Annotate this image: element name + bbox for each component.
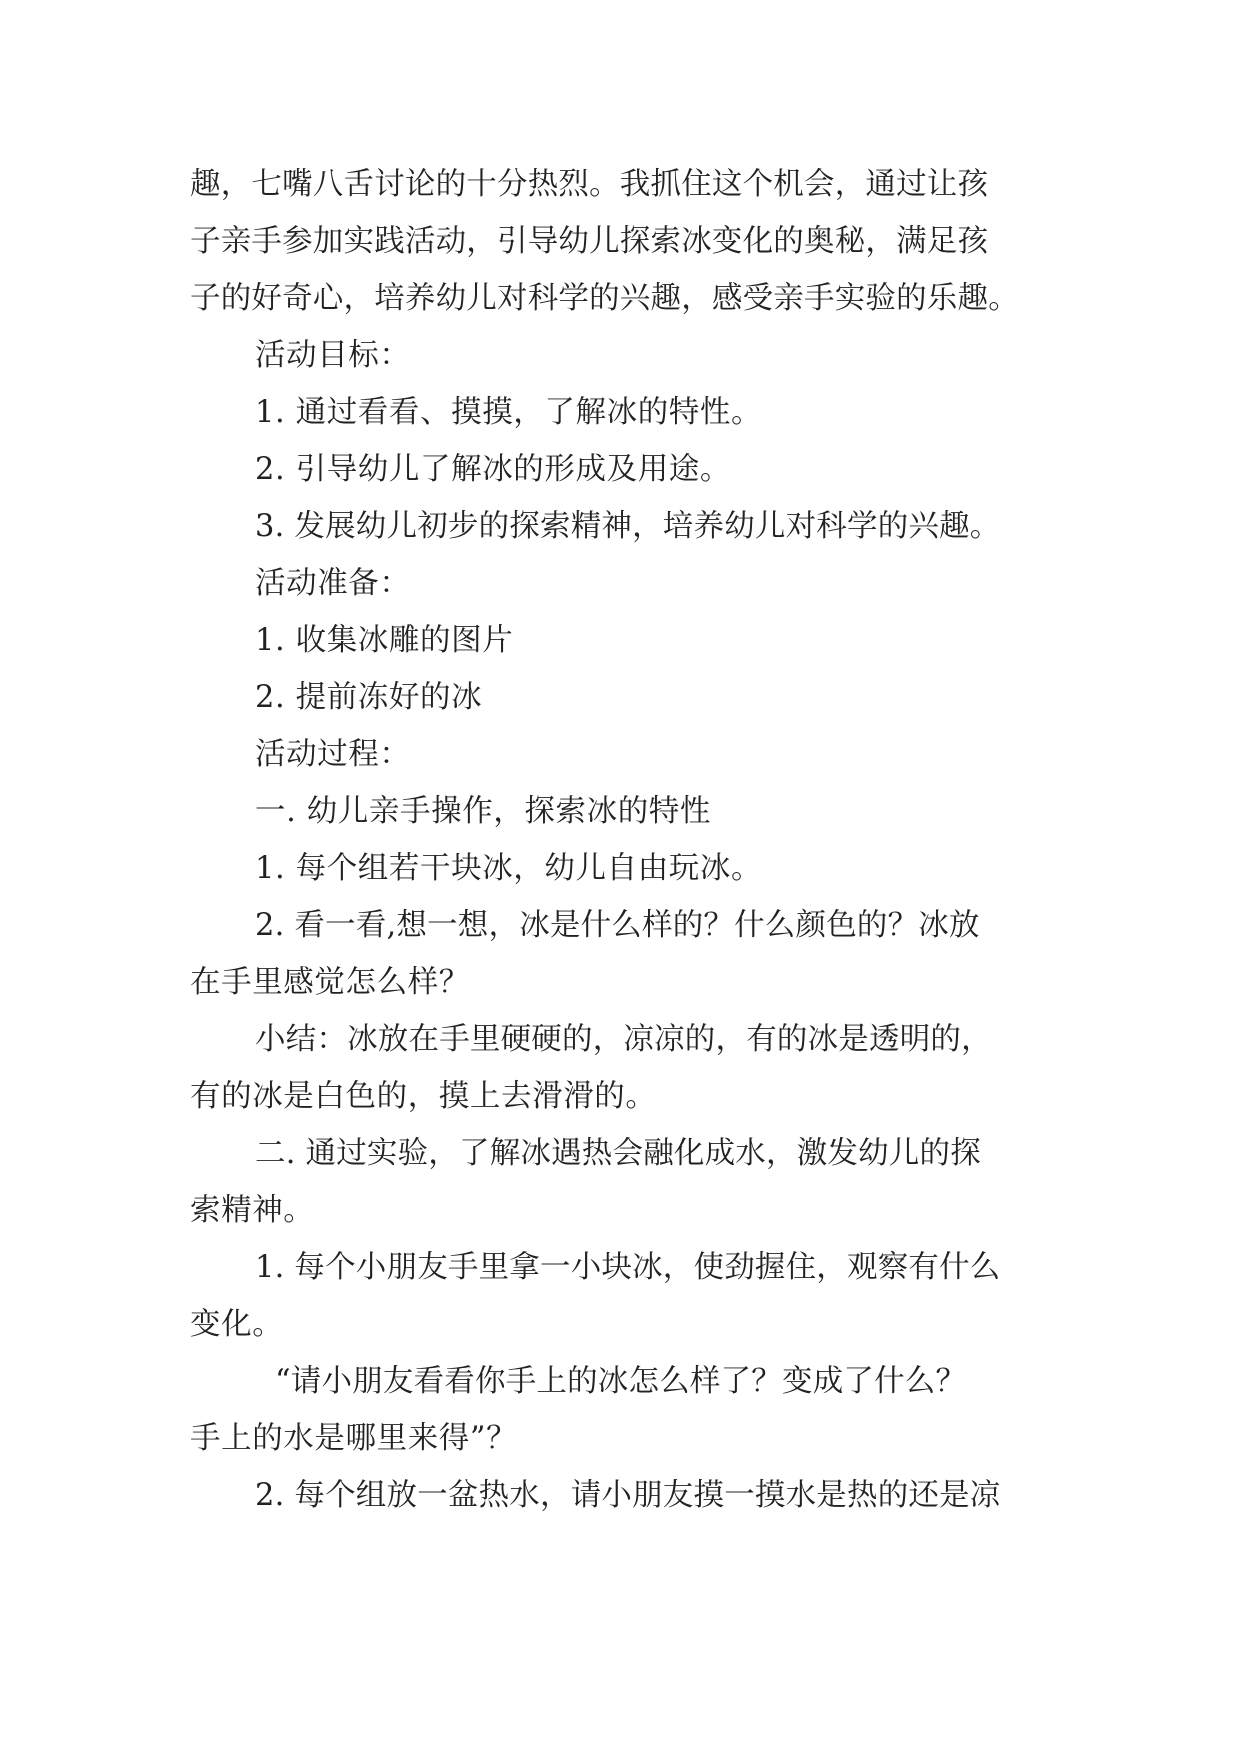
subsection-heading: 二. 通过实验，了解冰遇热会融化成水，激发幼儿的探 — [255, 1136, 981, 1171]
paragraph-line: 子亲手参加实践活动，引导幼儿探索冰变化的奥秘，满足孩 — [190, 224, 989, 259]
list-item: 1. 通过看看、摸摸，了解冰的特性。 — [255, 395, 763, 430]
quote-line: “请小朋友看看你手上的冰怎么样了？变成了什么？ — [275, 1364, 967, 1399]
summary-line: 小结：冰放在手里硬硬的，凉凉的，有的冰是透明的， — [255, 1022, 992, 1057]
list-item: 1. 每个小朋友手里拿一小块冰，使劲握住，观察有什么 — [255, 1250, 1001, 1285]
list-item: 2. 看一看,想一想，冰是什么样的？什么颜色的？冰放 — [255, 908, 980, 943]
section-heading: 活动准备： — [255, 566, 411, 601]
summary-continuation: 有的冰是白色的，摸上去滑滑的。 — [190, 1079, 657, 1114]
list-item-continuation: 变化。 — [190, 1307, 284, 1342]
section-heading: 活动过程： — [255, 737, 411, 772]
list-item: 2. 引导幼儿了解冰的形成及用途。 — [255, 452, 731, 487]
list-item-continuation: 在手里感觉怎么样？ — [190, 965, 470, 1000]
list-item: 2. 每个组放一盆热水，请小朋友摸一摸水是热的还是凉 — [255, 1478, 1001, 1513]
list-item: 2. 提前冻好的冰 — [255, 680, 483, 715]
list-item: 1. 每个组若干块冰，幼儿自由玩冰。 — [255, 851, 763, 886]
subsection-heading-continuation: 索精神。 — [190, 1193, 315, 1228]
paragraph-line: 子的好奇心，培养幼儿对科学的兴趣，感受亲手实验的乐趣。 — [190, 281, 1019, 316]
paragraph-line: 趣，七嘴八舌讨论的十分热烈。我抓住这个机会，通过让孩 — [190, 167, 989, 202]
subsection-heading: 一. 幼儿亲手操作，探索冰的特性 — [255, 794, 711, 829]
quote-continuation: 手上的水是哪里来得”？ — [190, 1421, 518, 1456]
list-item: 1. 收集冰雕的图片 — [255, 623, 514, 658]
list-item: 3. 发展幼儿初步的探索精神，培养幼儿对科学的兴趣。 — [255, 509, 1001, 544]
section-heading: 活动目标： — [255, 338, 411, 373]
